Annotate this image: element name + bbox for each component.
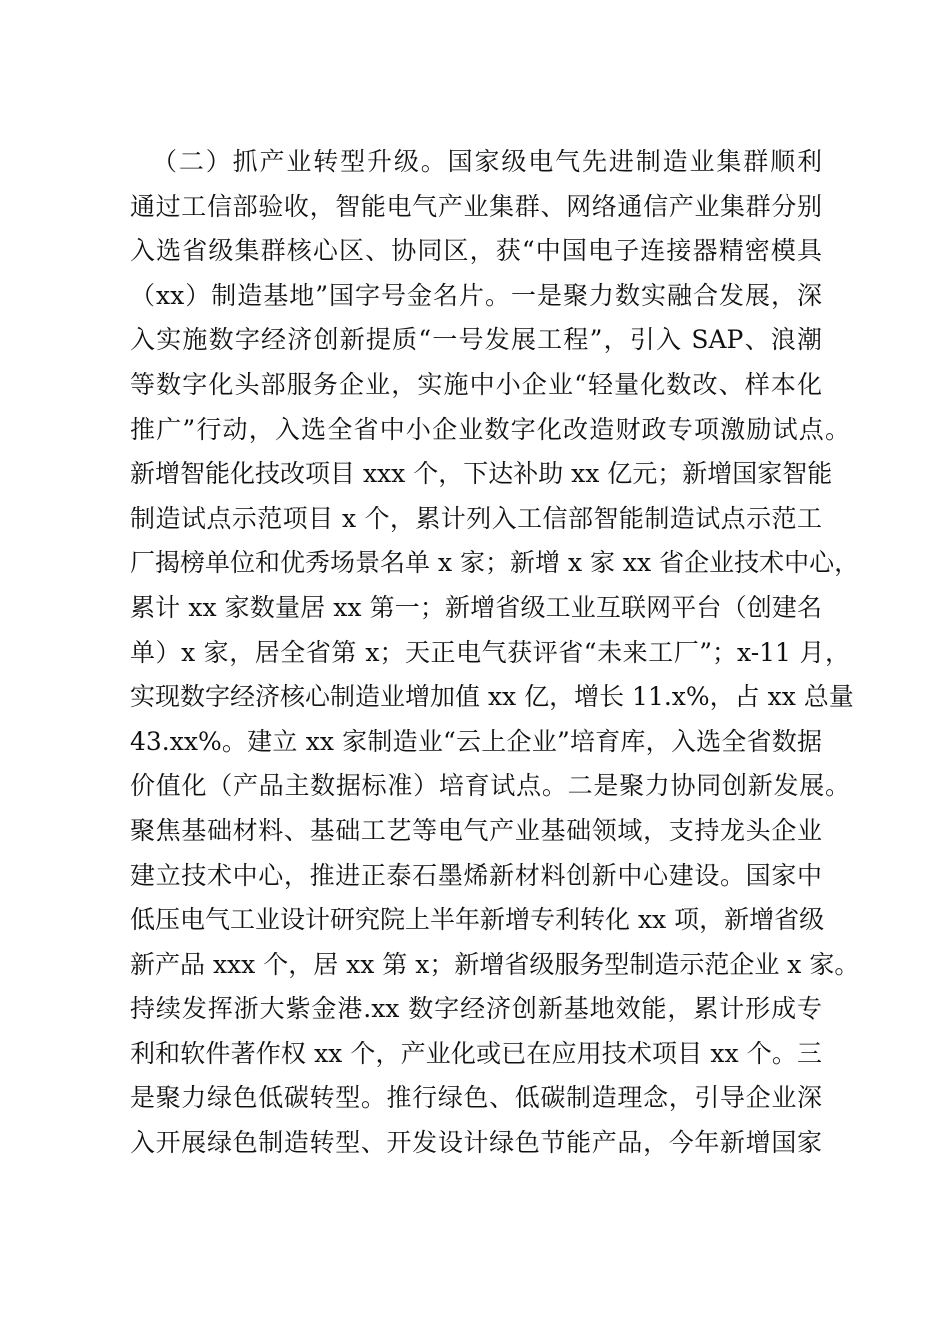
- text-line: 持续发挥浙大紫金港.xx 数字经济创新基地效能，累计形成专: [130, 994, 822, 1024]
- text-line: 入开展绿色制造转型、开发设计绿色节能产品，今年新增国家: [130, 1128, 822, 1158]
- text-line: （二）抓产业转型升级。国家级电气先进制造业集群顺利: [152, 147, 822, 176]
- text-line: 43.xx%。建立 xx 家制造业“云上企业”培育库，入选全省数据: [130, 726, 822, 756]
- text-line: 聚焦基础材料、基础工艺等电气产业基础领域，支持龙头企业: [130, 815, 822, 845]
- text-line: （xx）制造基地”国字号金名片。一是聚力数实融合发展，深: [130, 280, 822, 310]
- text-line: 推广”行动，入选全省中小企业数字化改造财政专项激励试点。: [130, 414, 850, 444]
- text-line: 建立技术中心，推进正泰石墨烯新材料创新中心建设。国家中: [130, 860, 822, 890]
- text-line: 单）x 家，居全省第 x；天正电气获评省“未来工厂”；x-11 月，: [130, 637, 850, 667]
- text-line: 低压电气工业设计研究院上半年新增专利转化 xx 项，新增省级: [130, 905, 825, 935]
- text-line: 利和软件著作权 xx 个，产业化或已在应用技术项目 xx 个。三: [130, 1038, 822, 1068]
- document-body: [130, 140, 860, 1166]
- text-line: 实现数字经济核心制造业增加值 xx 亿，增长 11.x%，占 xx 总量: [130, 682, 854, 712]
- text-line: 价值化（产品主数据标准）培育试点。二是聚力协同创新发展。: [130, 771, 850, 801]
- text-line: 新增智能化技改项目 xxx 个，下达补助 xx 亿元；新增国家智能: [130, 459, 833, 489]
- text-line: 入实施数字经济创新提质“一号发展工程”，引入 SAP、浪潮: [130, 325, 822, 355]
- text-line: 新产品 xxx 个，居 xx 第 x；新增省级服务型制造示范企业 x 家。: [130, 949, 860, 979]
- text-line: 等数字化头部服务企业，实施中小企业“轻量化数改、样本化: [130, 369, 822, 399]
- text-line: 通过工信部验收，智能电气产业集群、网络通信产业集群分别: [130, 191, 822, 221]
- text-line: 是聚力绿色低碳转型。推行绿色、低碳制造理念，引导企业深: [130, 1083, 822, 1113]
- text-line: 厂揭榜单位和优秀场景名单 x 家；新增 x 家 xx 省企业技术中心，: [130, 548, 860, 578]
- text-line: 累计 xx 家数量居 xx 第一；新增省级工业互联网平台（创建名: [130, 592, 822, 622]
- text-line: 制造试点示范项目 x 个，累计列入工信部智能制造试点示范工: [130, 503, 822, 533]
- text-line: 入选省级集群核心区、协同区，获“中国电子连接器精密模具: [130, 236, 822, 266]
